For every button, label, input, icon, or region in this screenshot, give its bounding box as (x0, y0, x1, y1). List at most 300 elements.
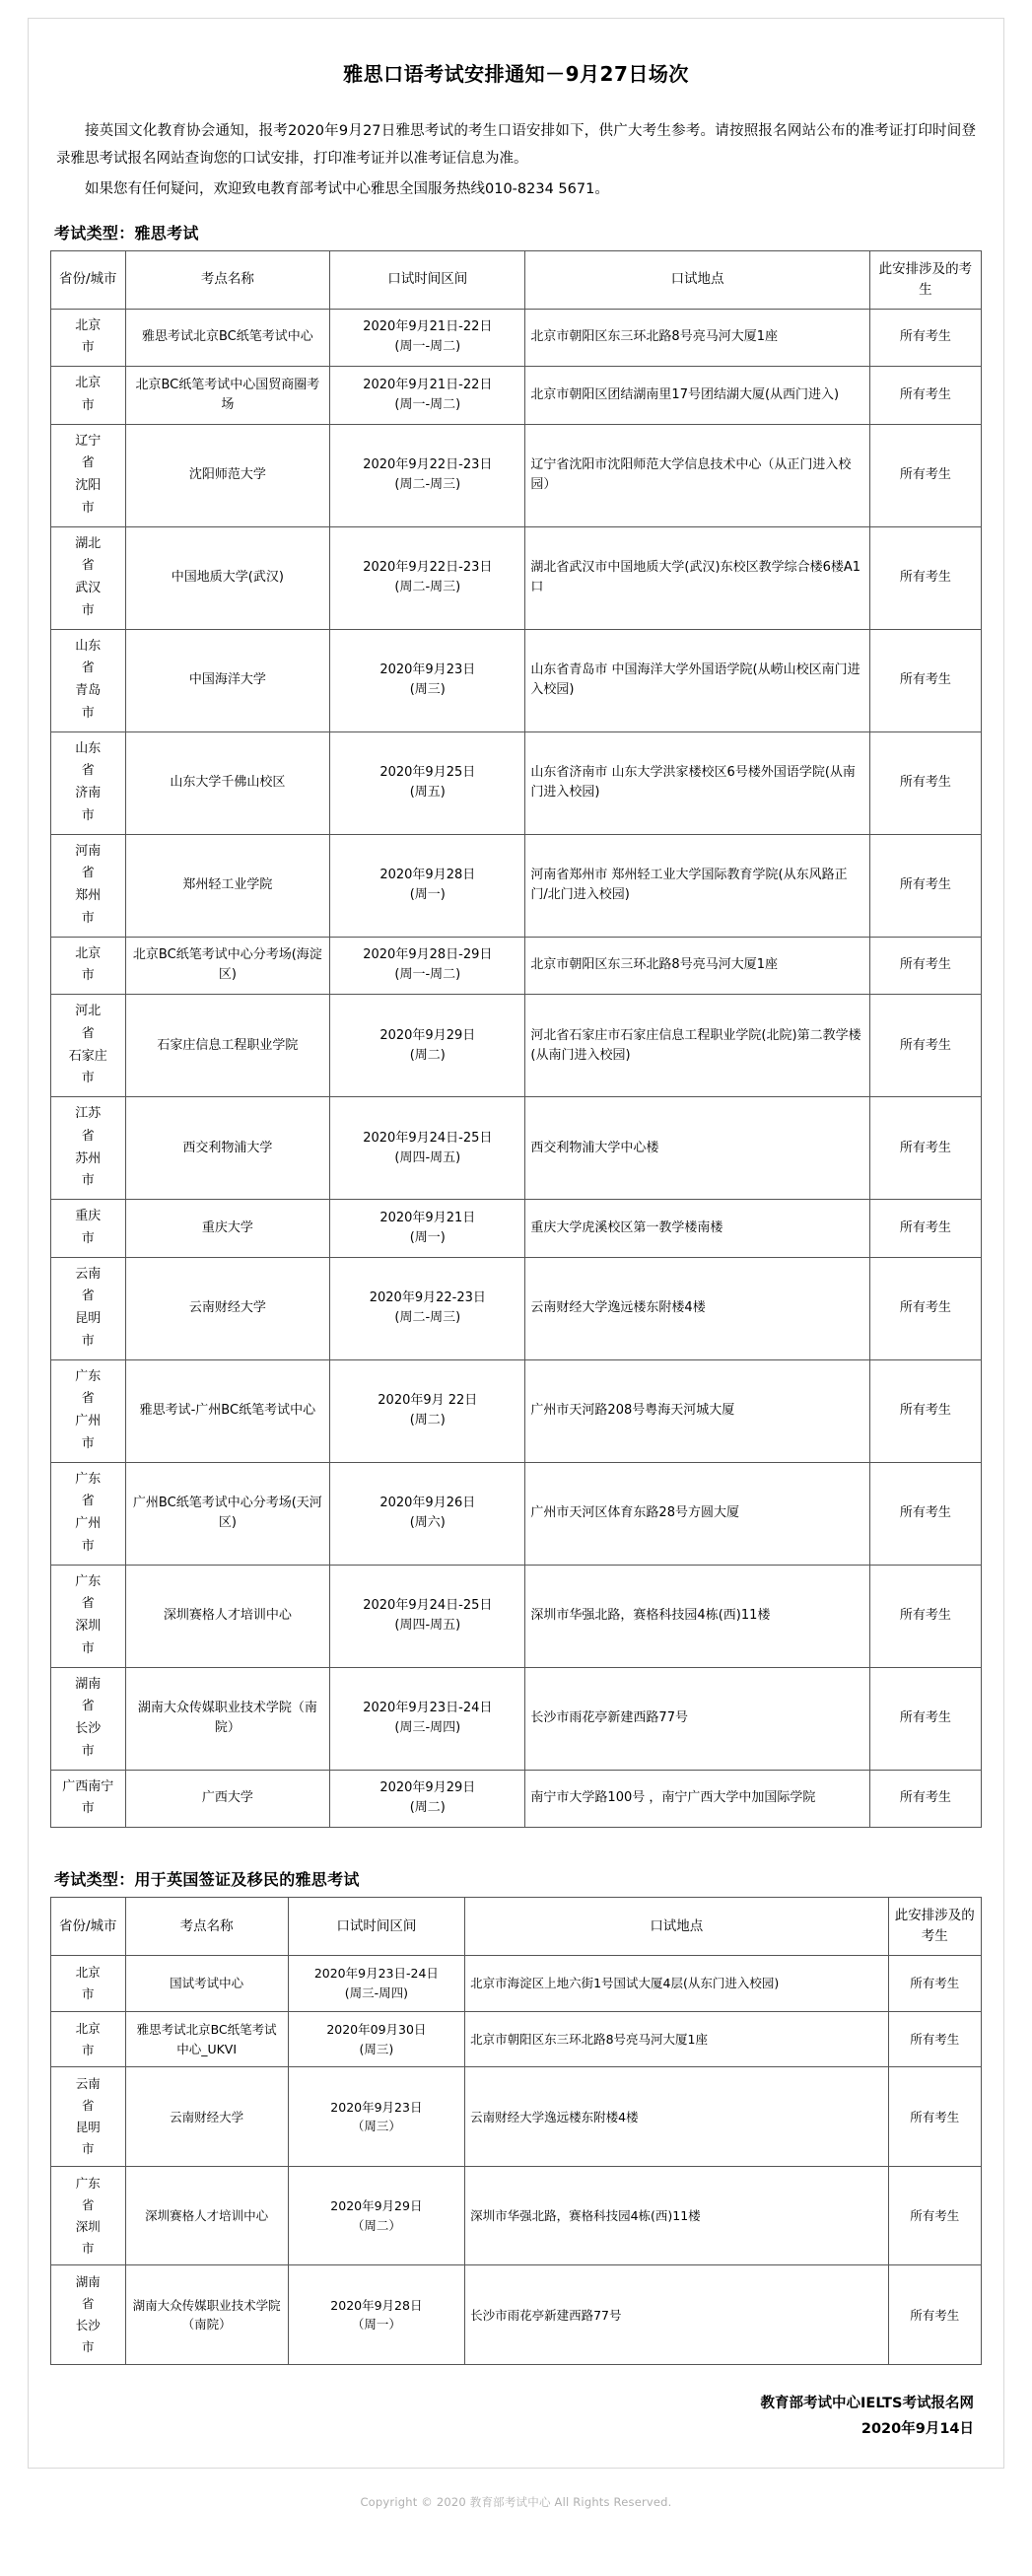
copyright-text: Copyright © 2020 教育部考试中心 All Rights Reserved. (360, 2495, 672, 2510)
province-line: 广东 (75, 2175, 101, 2191)
time-weekday: (周二-周三) (394, 580, 461, 595)
province-line: 省 (81, 1699, 95, 1714)
cell-center-name: 重庆大学 (125, 1200, 330, 1258)
cell-province (51, 424, 126, 526)
cell-province (51, 1359, 126, 1462)
cell-center-name: 湖南大众传媒职业技术学院（南院） (125, 1667, 330, 1770)
cell-province (51, 1097, 126, 1200)
province-line: 市 (82, 2141, 95, 2157)
time-weekday: （周一） (351, 2317, 401, 2332)
province-line: 石家庄 (68, 1048, 107, 1064)
cell-province (51, 1955, 126, 2011)
cell-time-range (330, 629, 525, 731)
province-line: 市 (81, 397, 95, 413)
table-row (51, 1955, 982, 2011)
cell-place (525, 1359, 869, 1462)
time-date: 2020年9月28日-29日 (363, 947, 493, 963)
place-text: 西交利物浦大学中心楼 (530, 1140, 659, 1155)
province-line: 广西南宁 (62, 1778, 114, 1794)
ielts-schedule-table (50, 250, 982, 1828)
cell-who: 所有考生 (888, 2011, 981, 2067)
time-date: 2020年9月29日 (379, 1027, 476, 1043)
province-line: 市 (82, 2240, 95, 2256)
province-line: 北京 (75, 945, 102, 961)
time-date: 2020年9月22-23日 (369, 1290, 486, 1305)
province-line: 省 (81, 763, 95, 779)
province-line: 山东 (75, 740, 102, 756)
time-weekday: (周六) (409, 1515, 446, 1531)
ukvi-table-body (51, 1955, 982, 2364)
time-date: 2020年9月24日-25日 (363, 1598, 493, 1613)
table-row (51, 2011, 982, 2067)
province-line: 市 (81, 340, 95, 356)
province-line: 山东 (75, 638, 102, 654)
time-date: 2020年09月30日 (326, 2022, 427, 2038)
cell-place (525, 424, 869, 526)
province-line: 市 (81, 1743, 95, 1759)
cell-province (51, 2011, 126, 2067)
cell-time-range (330, 1200, 525, 1258)
footer-date: 2020年9月14日 (860, 2421, 974, 2438)
cell-who: 所有考生 (888, 2166, 981, 2265)
cell-who: 所有考生 (869, 1770, 981, 1828)
place-text: 云南财经大学逸远楼东附楼4楼 (530, 1300, 706, 1316)
province-line: 广东 (75, 1471, 102, 1487)
time-weekday: (周三) (359, 2041, 394, 2056)
province-line: 市 (82, 2042, 95, 2057)
province-line: 广东 (75, 1368, 102, 1384)
time-date: 2020年9月25日 (379, 765, 476, 780)
province-line: 湖北 (75, 535, 102, 551)
province-line: 河南 (75, 843, 102, 859)
time-date: 2020年9月24日-25日 (363, 1130, 493, 1146)
province-line: 广州 (75, 1516, 102, 1532)
table-row (51, 1565, 982, 1667)
province-line: 省 (82, 2296, 95, 2312)
cell-place (465, 2265, 889, 2365)
cell-place (525, 1667, 869, 1770)
province-line: 市 (81, 910, 95, 926)
province-line: 市 (81, 1538, 95, 1554)
cell-who: 所有考生 (869, 367, 981, 425)
cell-time-range (330, 526, 525, 629)
cell-center-name: 雅思考试北京BC纸笔考试中心 (125, 309, 330, 367)
time-date: 2020年9月29日 (330, 2198, 423, 2214)
cell-center-name: 沈阳师范大学 (125, 424, 330, 526)
province-line: 济南 (75, 786, 102, 801)
cell-place (525, 1565, 869, 1667)
place-text: 辽宁省沈阳市沈阳师范大学信息技术中心（从正门进入校园） (530, 457, 852, 493)
time-weekday: (周一-周二) (394, 967, 461, 983)
table-head (51, 1898, 982, 1956)
cell-who: 所有考生 (888, 2265, 981, 2365)
time-date: 2020年9月23日 (379, 662, 476, 677)
table-header-row (51, 1898, 982, 1956)
cell-province (51, 1257, 126, 1359)
province-line: 省 (81, 1128, 95, 1144)
table-header-row (51, 250, 982, 309)
place-text: 重庆大学虎溪校区第一教学楼南楼 (530, 1219, 723, 1235)
cell-time-range (330, 731, 525, 834)
table-row (51, 1097, 982, 1200)
province-line: 广州 (75, 1414, 102, 1429)
cell-who: 所有考生 (869, 1565, 981, 1667)
cell-center-name: 深圳赛格人才培训中心 (125, 1565, 330, 1667)
cell-place (525, 731, 869, 834)
province-line: 广东 (75, 1573, 102, 1589)
province-line: 江苏 (75, 1106, 102, 1122)
province-line: 湖南 (75, 2274, 101, 2290)
cell-time-range (288, 2011, 464, 2067)
province-line: 市 (81, 1071, 95, 1086)
province-line: 长沙 (75, 2318, 101, 2333)
province-line: 北京 (75, 2020, 101, 2036)
cell-place (525, 995, 869, 1097)
footer-org: 教育部考试中心IELTS考试报名网 (760, 2395, 974, 2411)
cell-place (525, 1257, 869, 1359)
page-root (0, 18, 1032, 2510)
province-line: 市 (82, 1985, 95, 2001)
cell-center-name: 雅思考试-广州BC纸笔考试中心 (125, 1359, 330, 1462)
cell-time-range (330, 1097, 525, 1200)
province-line: 省 (81, 455, 95, 471)
province-line: 昆明 (75, 2120, 101, 2135)
section-label-ielts: 考试类型：雅思考试 (54, 223, 199, 243)
province-line: 市 (81, 705, 95, 721)
province-line: 武汉 (75, 581, 102, 596)
cell-time-range (330, 1257, 525, 1359)
province-line: 辽宁 (75, 433, 102, 449)
cell-who: 所有考生 (869, 731, 981, 834)
table-row (51, 1200, 982, 1258)
cell-who: 所有考生 (869, 526, 981, 629)
cell-center-name: 西交利物浦大学 (125, 1097, 330, 1200)
place-text: 长沙市雨花亭新建西路77号 (470, 2307, 622, 2323)
cell-province (51, 629, 126, 731)
cell-province (51, 367, 126, 425)
province-line: 市 (81, 1640, 95, 1656)
cell-who: 所有考生 (869, 309, 981, 367)
cell-place (525, 1462, 869, 1565)
cell-who: 所有考生 (869, 1200, 981, 1258)
cell-who: 所有考生 (869, 424, 981, 526)
province-line: 省 (81, 1596, 95, 1612)
cell-province (51, 834, 126, 937)
place-text: 河北省石家庄市石家庄信息工程职业学院(北院)第二教学楼(从南门进入校园) (530, 1027, 861, 1063)
cell-province (51, 731, 126, 834)
time-date: 2020年9月21日-22日 (363, 319, 493, 335)
cell-province (51, 309, 126, 367)
place-text: 长沙市雨花亭新建西路77号 (530, 1710, 688, 1726)
province-line: 市 (81, 807, 95, 823)
province-line: 市 (81, 500, 95, 516)
province-line: 青岛 (75, 683, 102, 699)
cell-who: 所有考生 (869, 1257, 981, 1359)
province-line: 市 (81, 968, 95, 984)
cell-center-name: 石家庄信息工程职业学院 (125, 995, 330, 1097)
cell-time-range (330, 1667, 525, 1770)
province-line: 省 (81, 1025, 95, 1041)
province-line: 市 (82, 2339, 95, 2355)
cell-who: 所有考生 (888, 2067, 981, 2167)
province-line: 北京 (75, 376, 102, 391)
place-text: 广州市天河区体育东路28号方圆大厦 (530, 1505, 739, 1521)
cell-province (51, 526, 126, 629)
cell-who: 所有考生 (869, 1359, 981, 1462)
cell-place (525, 834, 869, 937)
province-line: 市 (81, 1230, 95, 1246)
cell-center-name: 郑州轻工业学院 (125, 834, 330, 937)
time-weekday: (周三-周四) (344, 1984, 409, 2000)
province-line: 省 (82, 2196, 95, 2212)
province-line: 市 (81, 1801, 95, 1817)
cell-province (51, 1667, 126, 1770)
time-date: 2020年9月28日 (330, 2297, 423, 2313)
time-weekday: (周一-周二) (394, 396, 461, 412)
cell-time-range (288, 2067, 464, 2167)
place-text: 深圳市华强北路，赛格科技园4栋(西)11楼 (470, 2208, 701, 2224)
cell-who: 所有考生 (869, 629, 981, 731)
province-line: 长沙 (75, 1721, 102, 1737)
province-line: 云南 (75, 1266, 102, 1282)
table-head (51, 250, 982, 309)
col-header-place: 口试地点 (465, 1898, 889, 1956)
cell-center-name: 广州BC纸笔考试中心分考场(天河区) (125, 1462, 330, 1565)
province-line: 市 (81, 1435, 95, 1451)
time-weekday: (周三) (409, 682, 446, 698)
cell-place (525, 1770, 869, 1828)
cell-center-name: 山东大学千佛山校区 (125, 731, 330, 834)
place-text: 山东省济南市 山东大学洪家楼校区6号楼外国语学院(从南门进入校园) (530, 765, 856, 801)
place-text: 深圳市华强北路，赛格科技园4栋(西)11楼 (530, 1608, 771, 1624)
cell-place (465, 1955, 889, 2011)
col-header-time: 口试时间区间 (330, 250, 525, 309)
table-row (51, 309, 982, 367)
time-date: 2020年9月23日 (330, 2099, 423, 2115)
cell-time-range (330, 424, 525, 526)
province-line: 昆明 (75, 1311, 102, 1327)
province-line: 郑州 (75, 888, 102, 904)
cell-place (525, 309, 869, 367)
cell-center-name: 中国海洋大学 (125, 629, 330, 731)
time-weekday: (周二) (409, 1047, 446, 1063)
place-text: 北京市海淀区上地六街1号国试大厦4层(从东门进入校园) (470, 1976, 780, 1991)
province-line: 省 (81, 558, 95, 574)
province-line: 省 (81, 661, 95, 676)
place-text: 北京市朝阳区东三环北路8号亮马河大厦1座 (470, 2031, 708, 2047)
time-weekday: (周四-周五) (394, 1149, 461, 1165)
cell-province (51, 2067, 126, 2167)
cell-center-name: 深圳赛格人才培训中心 (125, 2166, 288, 2265)
place-text: 北京市朝阳区团结湖南里17号团结湖大厦(从西门进入) (530, 386, 840, 402)
place-text: 湖北省武汉市中国地质大学(武汉)东校区教学综合楼6楼A1口 (530, 560, 861, 595)
table-row (51, 2166, 982, 2265)
table-row (51, 367, 982, 425)
cell-place (525, 1097, 869, 1200)
time-weekday: (周二) (409, 1413, 446, 1428)
cell-place (525, 629, 869, 731)
cell-time-range (288, 2265, 464, 2365)
time-date: 2020年9月28日 (379, 868, 476, 882)
cell-province (51, 1565, 126, 1667)
time-weekday: (周二) (409, 1800, 446, 1816)
section-label-ukvi: 考试类型：用于英国签证及移民的雅思考试 (54, 1870, 360, 1890)
intro-paragraph-1: 接英国文化教育协会通知，报考2020年9月27日雅思考试的考生口语安排如下，供广大考生参考。请按照报名网站公布的准考证打印时间登录雅思考试报名网站查询您的口试安排，打印准考证并以准考证信息为准。 (56, 123, 976, 168)
table-row (51, 731, 982, 834)
time-weekday: （周二） (351, 2217, 401, 2233)
intro-paragraph-2: 如果您有任何疑问，欢迎致电教育部考试中心雅思全国服务热线010-8234 5671。 (85, 180, 609, 197)
cell-time-range (330, 367, 525, 425)
ielts-table-body (51, 309, 982, 1828)
col-header-province: 省份/城市 (51, 1898, 126, 1956)
cell-province (51, 937, 126, 995)
province-line: 深圳 (75, 1619, 102, 1635)
col-header-time: 口试时间区间 (288, 1898, 464, 1956)
province-line: 沈阳 (75, 478, 102, 494)
province-line: 湖南 (75, 1676, 102, 1692)
cell-center-name: 云南财经大学 (125, 2067, 288, 2167)
place-text: 河南省郑州市 郑州轻工业大学国际教育学院(从东风路正门/北门进入校园) (530, 868, 848, 903)
time-weekday: （周三） (351, 2119, 401, 2134)
cell-who: 所有考生 (869, 995, 981, 1097)
province-line: 北京 (75, 317, 102, 333)
cell-place (465, 2067, 889, 2167)
cell-who: 所有考生 (869, 937, 981, 995)
time-date: 2020年9月23日-24日 (363, 1701, 493, 1715)
province-line: 云南 (75, 2076, 101, 2092)
table-row (51, 1770, 982, 1828)
province-line: 重庆 (75, 1209, 102, 1224)
province-line: 省 (82, 2098, 95, 2114)
intro-block (56, 117, 976, 203)
notice-sheet (28, 18, 1004, 2469)
time-date: 2020年9月21日 (379, 1210, 476, 1225)
cell-time-range (330, 1359, 525, 1462)
cell-province (51, 2166, 126, 2265)
table-row (51, 424, 982, 526)
cell-province (51, 1462, 126, 1565)
cell-who: 所有考生 (869, 1667, 981, 1770)
ukvi-schedule-table (50, 1897, 982, 2365)
place-text: 北京市朝阳区东三环北路8号亮马河大厦1座 (530, 957, 778, 973)
place-text: 广州市天河路208号粤海天河城大厦 (530, 1403, 735, 1419)
time-date: 2020年9月 22日 (378, 1393, 478, 1408)
cell-province (51, 1200, 126, 1258)
table-row (51, 526, 982, 629)
cell-time-range (330, 1770, 525, 1828)
table-row (51, 629, 982, 731)
cell-who: 所有考生 (869, 1462, 981, 1565)
col-header-who: 此安排涉及的考生 (869, 250, 981, 309)
cell-center-name: 国试考试中心 (125, 1955, 288, 2011)
cell-place (525, 937, 869, 995)
place-text: 北京市朝阳区东三环北路8号亮马河大厦1座 (530, 329, 778, 345)
col-header-province: 省份/城市 (51, 250, 126, 309)
time-date: 2020年9月26日 (379, 1496, 476, 1510)
cell-center-name: 北京BC纸笔考试中心分考场(海淀区) (125, 937, 330, 995)
province-line: 市 (81, 602, 95, 618)
table-row (51, 834, 982, 937)
cell-time-range (330, 995, 525, 1097)
province-line: 省 (81, 1494, 95, 1509)
place-text: 山东省青岛市 中国海洋大学外国语学院(从崂山校区南门进入校园) (530, 662, 860, 698)
cell-center-name: 中国地质大学(武汉) (125, 526, 330, 629)
time-weekday: (周三-周四) (394, 1720, 461, 1736)
province-line: 北京 (75, 1964, 101, 1980)
table-row (51, 937, 982, 995)
cell-time-range (330, 1565, 525, 1667)
place-text: 云南财经大学逸远楼东附楼4楼 (470, 2109, 639, 2124)
cell-time-range (330, 309, 525, 367)
time-date: 2020年9月22日-23日 (363, 560, 493, 575)
province-line: 省 (81, 1288, 95, 1304)
cell-center-name: 雅思考试北京BC纸笔考试中心_UKVI (125, 2011, 288, 2067)
time-date: 2020年9月23日-24日 (313, 1966, 439, 1982)
time-date: 2020年9月21日-22日 (363, 377, 493, 392)
table-row (51, 995, 982, 1097)
cell-time-range (288, 2166, 464, 2265)
cell-time-range (330, 1462, 525, 1565)
time-weekday: (周二-周三) (394, 477, 461, 493)
province-line: 市 (81, 1173, 95, 1189)
table-row (51, 1667, 982, 1770)
col-header-center: 考点名称 (125, 1898, 288, 1956)
cell-center-name: 广西大学 (125, 1770, 330, 1828)
table-row (51, 2067, 982, 2167)
col-header-place: 口试地点 (525, 250, 869, 309)
cell-place (525, 1200, 869, 1258)
cell-time-range (330, 937, 525, 995)
cell-who: 所有考生 (888, 1955, 981, 2011)
cell-province (51, 995, 126, 1097)
province-line: 市 (81, 1333, 95, 1349)
time-weekday: (周一) (409, 1229, 446, 1245)
time-weekday: (周一) (409, 887, 446, 903)
cell-who: 所有考生 (869, 834, 981, 937)
province-line: 省 (81, 1391, 95, 1407)
time-weekday: (周五) (409, 785, 446, 801)
table-row (51, 2265, 982, 2365)
cell-center-name: 云南财经大学 (125, 1257, 330, 1359)
cell-province (51, 1770, 126, 1828)
cell-center-name: 北京BC纸笔考试中心国贸商圈考场 (125, 367, 330, 425)
cell-center-name: 湖南大众传媒职业技术学院（南院） (125, 2265, 288, 2365)
cell-place (525, 367, 869, 425)
province-line: 河北 (75, 1004, 102, 1019)
time-date: 2020年9月22日-23日 (363, 457, 493, 472)
col-header-center: 考点名称 (125, 250, 330, 309)
place-text: 南宁市大学路100号 ，南宁广西大学中加国际学院 (530, 1790, 816, 1806)
province-line: 深圳 (75, 2218, 101, 2234)
time-weekday: (周四-周五) (394, 1618, 461, 1634)
cell-place (465, 2011, 889, 2067)
table-row (51, 1462, 982, 1565)
col-header-who: 此安排涉及的考生 (888, 1898, 981, 1956)
footer-signature (50, 2391, 982, 2442)
time-weekday: (周二-周三) (394, 1310, 461, 1326)
province-line: 省 (81, 866, 95, 881)
page-title: 雅思口语考试安排通知－9月27日场次 (343, 62, 689, 86)
cell-time-range (330, 834, 525, 937)
cell-place (465, 2166, 889, 2265)
time-weekday: (周一-周二) (394, 339, 461, 355)
time-date: 2020年9月29日 (379, 1780, 476, 1796)
cell-time-range (288, 1955, 464, 2011)
cell-place (525, 526, 869, 629)
province-line: 苏州 (75, 1150, 102, 1166)
cell-province (51, 2265, 126, 2365)
cell-who: 所有考生 (869, 1097, 981, 1200)
